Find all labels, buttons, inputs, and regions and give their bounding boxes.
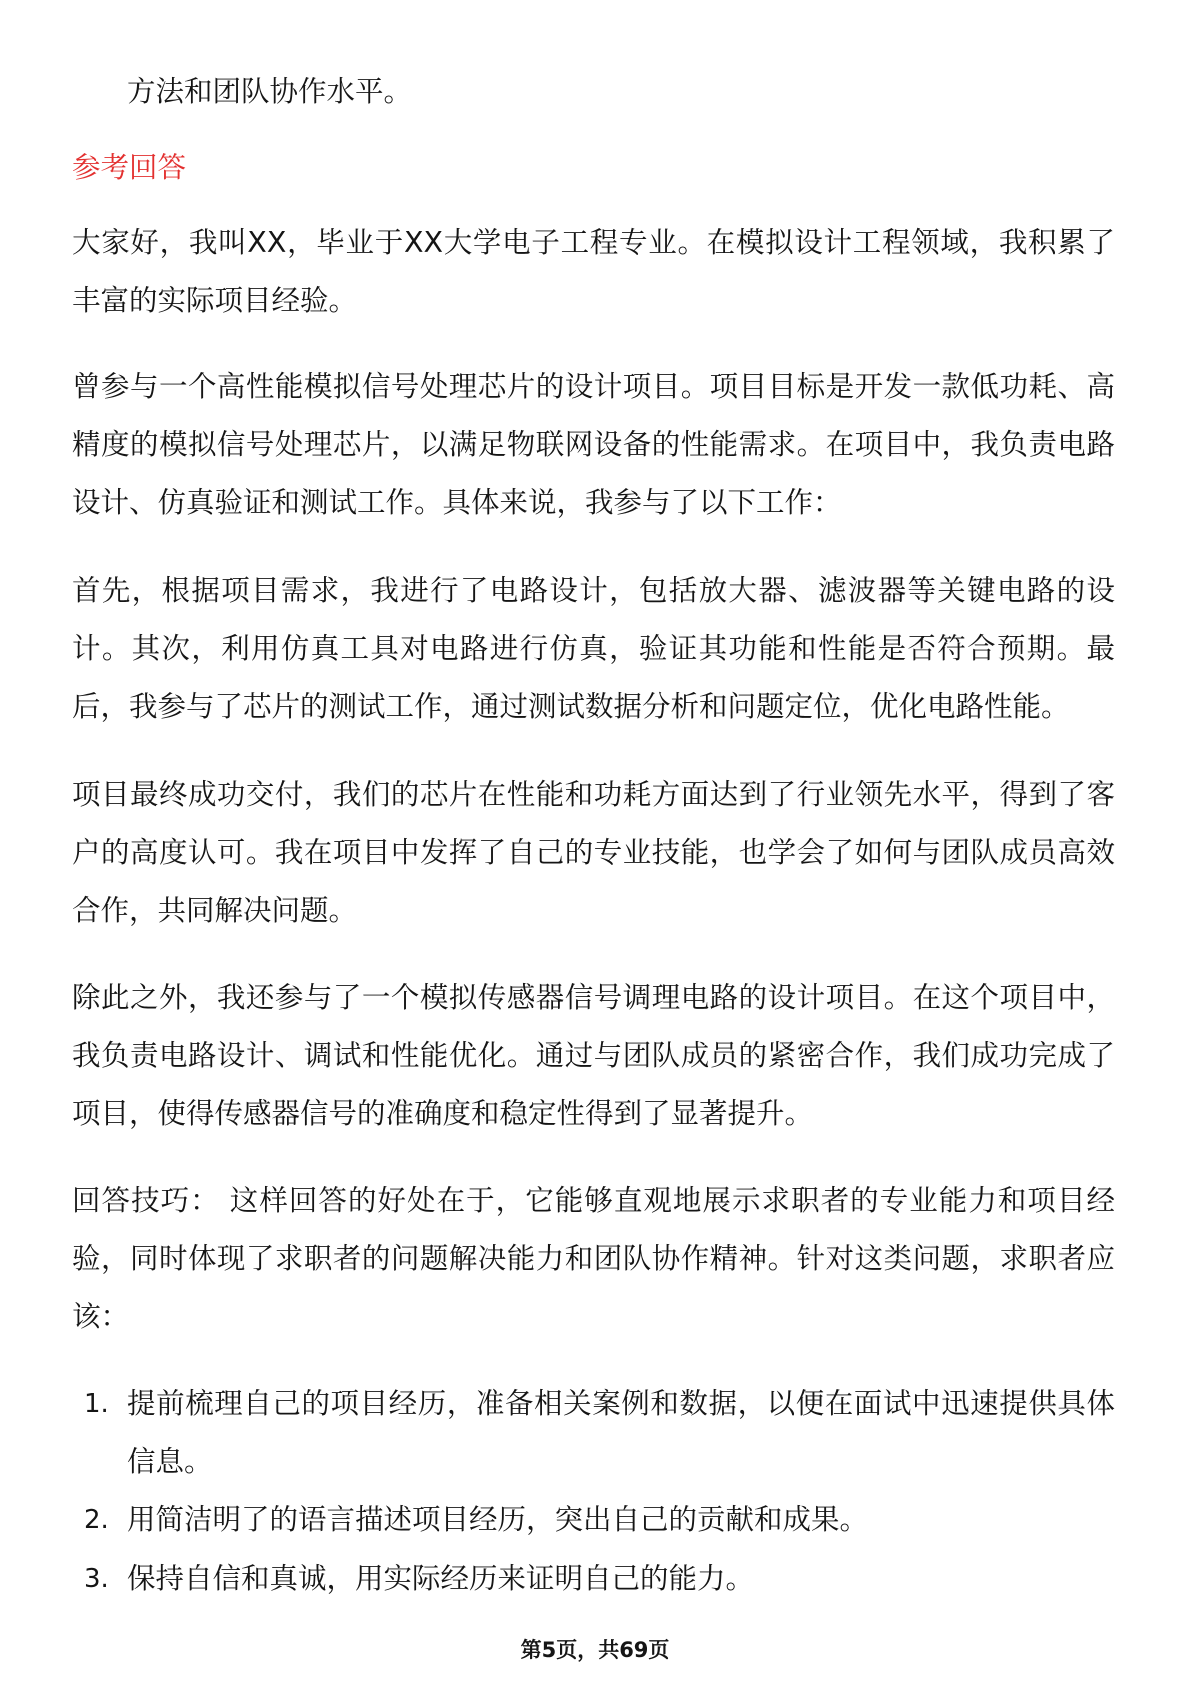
paragraph-line: 方法和团队协作水平。 <box>127 75 413 108</box>
paragraph-line: 我负责电路设计、调试和性能优化。通过与团队成员的紧密合作，我们成功完成了 <box>72 1039 1115 1072</box>
paragraph-line: 大家好，我叫XX，毕业于XX大学电子工程专业。在模拟设计工程领域，我积累了 <box>72 226 1115 259</box>
paragraph <box>72 766 1115 940</box>
list-item-text <box>127 1550 1115 1608</box>
paragraph <box>72 969 1115 1143</box>
paragraph-line: 户的高度认可。我在项目中发挥了自己的专业技能，也学会了如何与团队成员高效 <box>72 836 1115 869</box>
list-number: 1. <box>84 1389 109 1419</box>
list-item-text <box>127 1491 1115 1549</box>
paragraph-line: 验，同时体现了求职者的问题解决能力和团队协作精神。针对这类问题，求职者应 <box>72 1242 1115 1275</box>
paragraph-line: 回答技巧： 这样回答的好处在于，它能够直观地展示求职者的专业能力和项目经 <box>72 1184 1115 1217</box>
section-heading <box>72 139 1115 197</box>
intro-fragment <box>127 63 1115 121</box>
paragraph-line: 用简洁明了的语言描述项目经历，突出自己的贡献和成果。 <box>127 1503 869 1536</box>
page-footer: 第5页，共69页 <box>520 1638 670 1662</box>
paragraph-line: 丰富的实际项目经验。 <box>72 284 358 317</box>
list-number: 3. <box>84 1564 109 1594</box>
list-item <box>0 1550 1190 1608</box>
paragraph <box>72 214 1115 330</box>
list-item-text <box>127 1375 1115 1491</box>
paragraph-line: 设计、仿真验证和测试工作。具体来说，我参与了以下工作： <box>72 486 842 519</box>
paragraph <box>72 358 1115 532</box>
paragraph <box>72 562 1115 736</box>
paragraph-line: 保持自信和真诚，用实际经历来证明自己的能力。 <box>127 1562 755 1595</box>
paragraph-line: 首先，根据项目需求，我进行了电路设计，包括放大器、滤波器等关键电路的设 <box>72 574 1115 607</box>
paragraph-line: 信息。 <box>127 1445 213 1478</box>
paragraph-line: 提前梳理自己的项目经历，准备相关案例和数据，以便在面试中迅速提供具体 <box>127 1387 1115 1420</box>
list-item <box>0 1491 1190 1549</box>
list-item <box>0 1375 1190 1491</box>
answer-tips-paragraph <box>72 1172 1115 1346</box>
paragraph-line: 曾参与一个高性能模拟信号处理芯片的设计项目。项目目标是开发一款低功耗、高 <box>72 370 1115 403</box>
paragraph-line: 精度的模拟信号处理芯片，以满足物联网设备的性能需求。在项目中，我负责电路 <box>72 428 1115 461</box>
paragraph-line: 项目，使得传感器信号的准确度和稳定性得到了显著提升。 <box>72 1097 814 1130</box>
paragraph-line: 该： <box>72 1300 130 1333</box>
paragraph-line: 合作，共同解决问题。 <box>72 894 358 927</box>
paragraph-line: 除此之外，我还参与了一个模拟传感器信号调理电路的设计项目。在这个项目中， <box>72 981 1115 1014</box>
heading-text: 参考回答 <box>72 151 187 184</box>
paragraph-line: 计。其次，利用仿真工具对电路进行仿真，验证其功能和性能是否符合预期。最 <box>72 632 1115 665</box>
paragraph-line: 后，我参与了芯片的测试工作，通过测试数据分析和问题定位，优化电路性能。 <box>72 690 1070 723</box>
list-number: 2. <box>84 1505 109 1535</box>
paragraph-line: 项目最终成功交付，我们的芯片在性能和功耗方面达到了行业领先水平，得到了客 <box>72 778 1115 811</box>
